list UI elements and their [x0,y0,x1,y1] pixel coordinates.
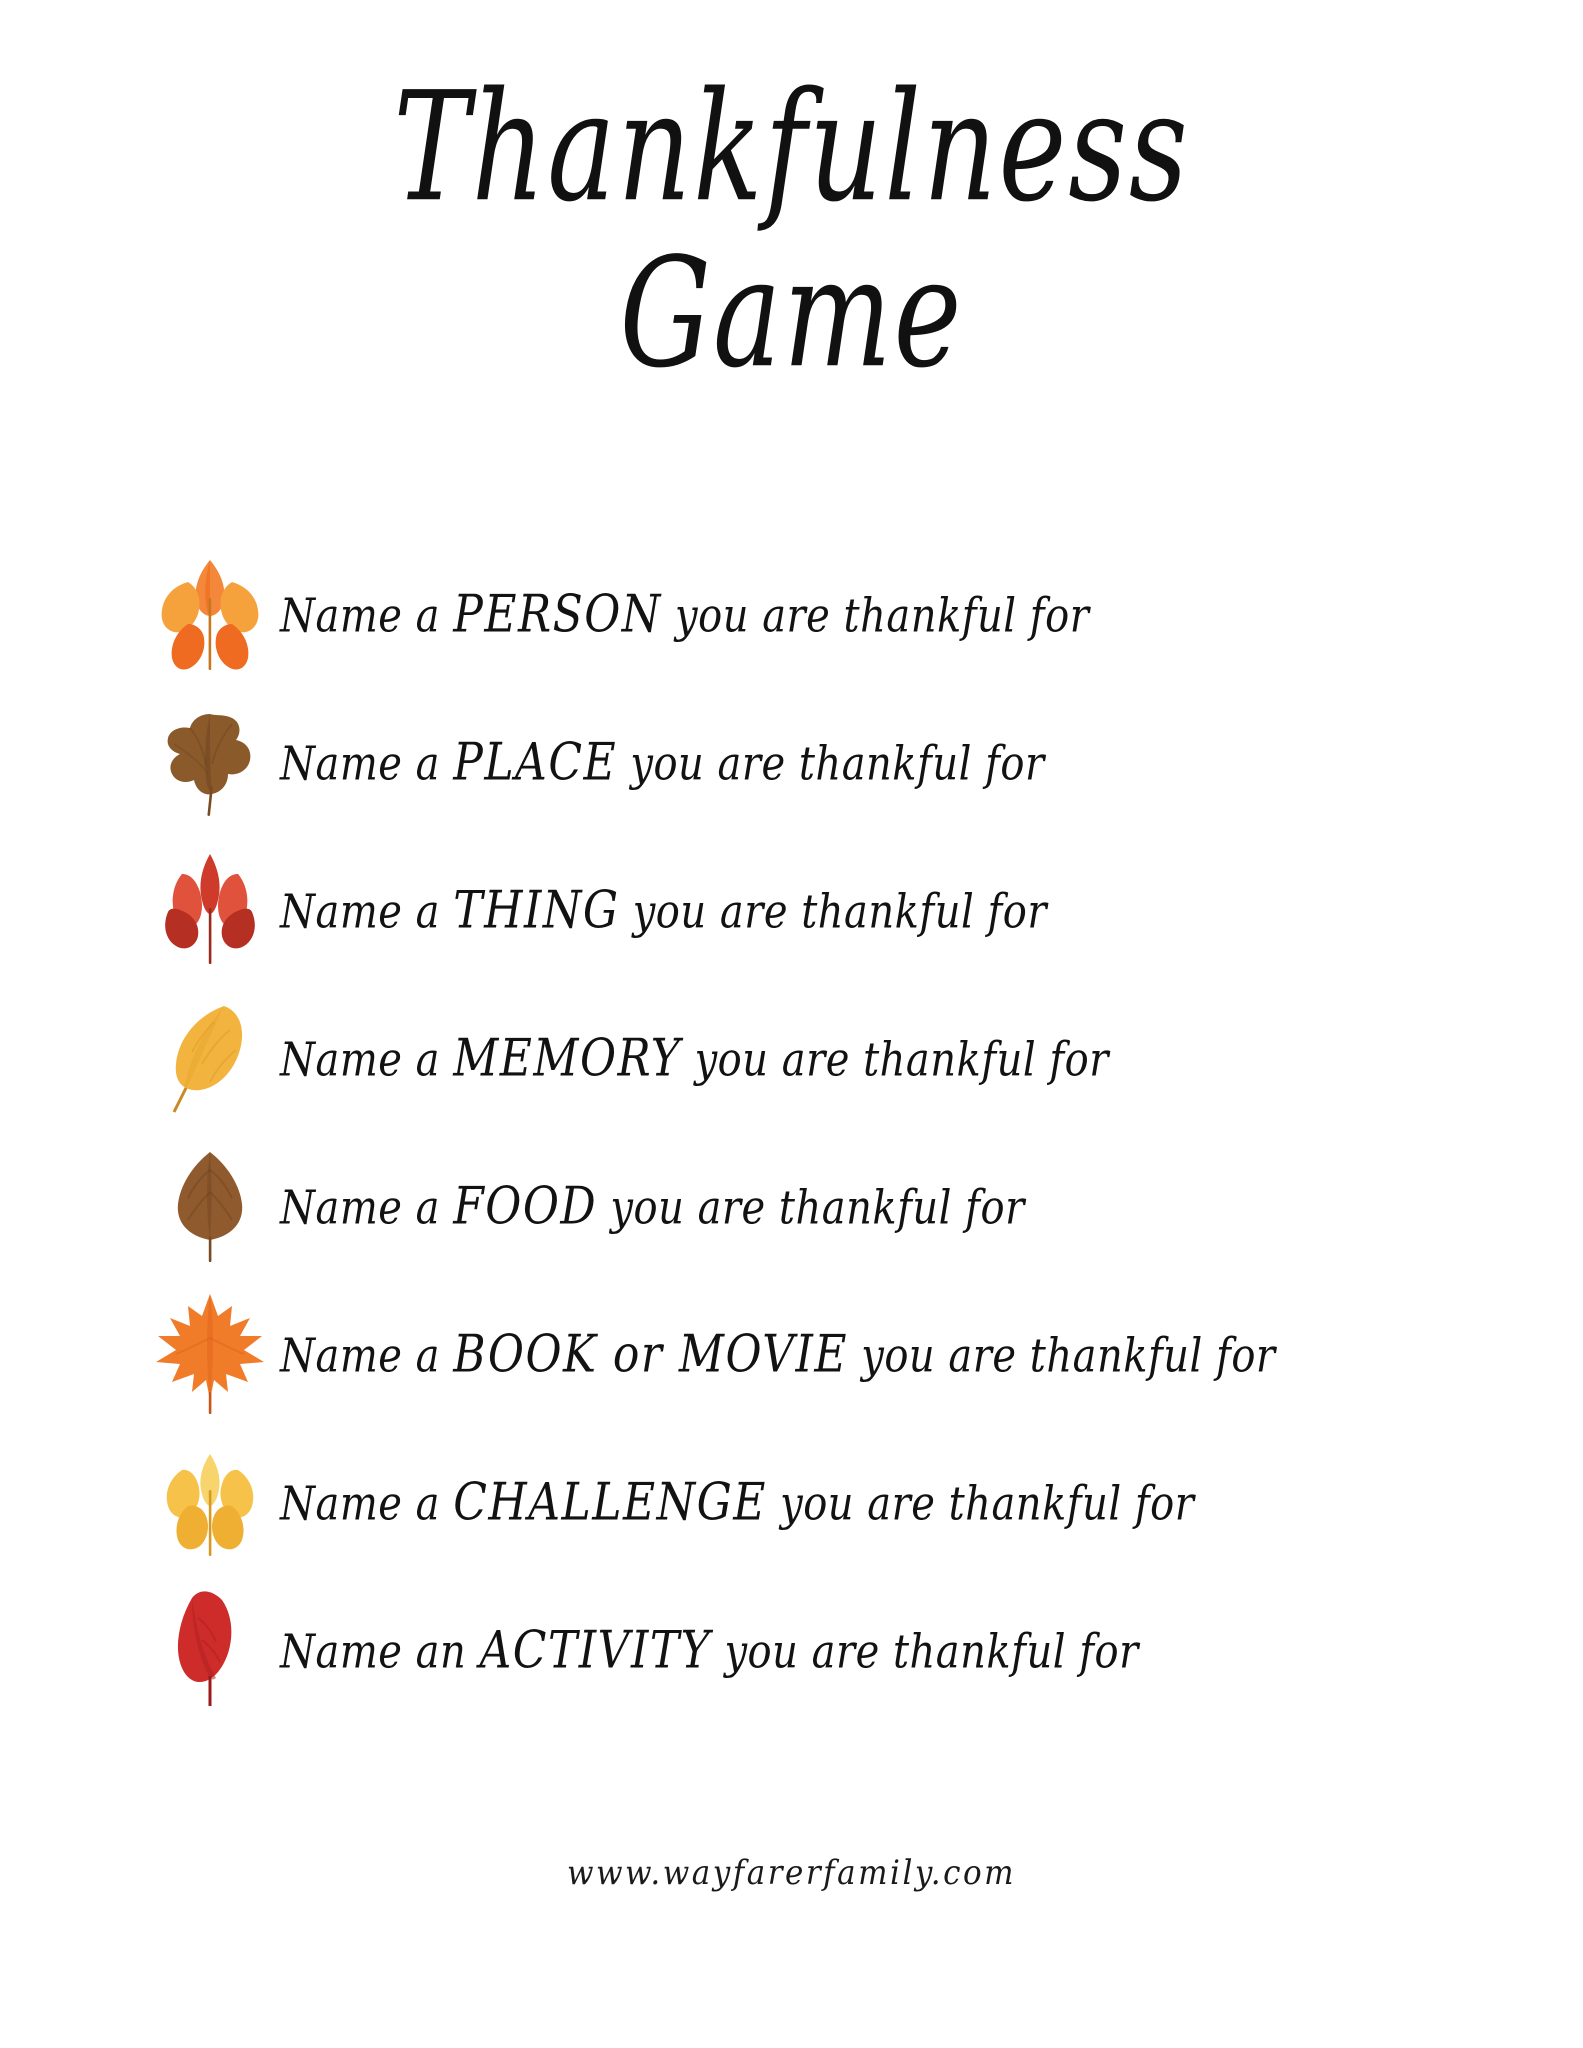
yellow-compound-leaf-icon [140,1428,280,1576]
prompt-list [140,540,1460,1724]
prompt-keyword: CHALLENGE [453,1472,767,1532]
footer [0,1855,1583,1891]
website-url: www.wayfarerfamily.com [566,1853,1017,1893]
chestnut-leaf-icon [140,836,280,984]
list-item [140,1428,1460,1576]
list-item [140,984,1460,1132]
prompt-keyword: BOOK or MOVIE [453,1324,849,1384]
prompt-keyword: THING [453,880,620,940]
list-item [140,1280,1460,1428]
prompt-tail: you are thankful for [780,1477,1195,1531]
maple-leaf-icon [140,1280,280,1428]
red-simple-leaf-icon [140,1576,280,1724]
prompt-lead: Name a [280,885,441,939]
prompt-tail: you are thankful for [724,1625,1139,1679]
prompt-lead: Name a [280,737,441,791]
oak-leaf-icon [140,688,280,836]
list-item [140,1576,1460,1724]
list-item-label [280,1324,1276,1383]
prompt-tail: you are thankful for [632,885,1047,939]
prompt-tail: you are thankful for [861,1329,1276,1383]
prompt-lead: Name a [280,1477,441,1531]
list-item-label [280,1472,1194,1531]
prompt-tail: you are thankful for [675,589,1090,643]
list-item-label [280,1028,1109,1087]
page-title [0,58,1583,402]
prompt-keyword: PERSON [453,584,662,644]
birch-leaf-icon [140,984,280,1132]
compound-leaf-icon [140,540,280,688]
prompt-lead: Name a [280,1181,441,1235]
title-line-2: Game [619,224,964,402]
prompt-lead: Name a [280,1033,441,1087]
list-item [140,836,1460,984]
list-item [140,540,1460,688]
prompt-tail: you are thankful for [694,1033,1109,1087]
list-item [140,688,1460,836]
list-item-label [280,1176,1025,1235]
prompt-tail: you are thankful for [610,1181,1025,1235]
prompt-lead: Name an [280,1625,467,1679]
prompt-keyword: MEMORY [453,1028,682,1088]
elm-leaf-icon [140,1132,280,1280]
list-item-label [280,1620,1139,1679]
prompt-keyword: ACTIVITY [479,1620,712,1680]
prompt-lead: Name a [280,589,441,643]
list-item-label [280,732,1045,791]
list-item-label [280,584,1089,643]
prompt-keyword: FOOD [453,1176,598,1236]
list-item [140,1132,1460,1280]
prompt-lead: Name a [280,1329,441,1383]
list-item-label [280,880,1047,939]
title-line-1: Thankfulness [393,58,1190,236]
prompt-tail: you are thankful for [630,737,1045,791]
prompt-keyword: PLACE [453,732,618,792]
